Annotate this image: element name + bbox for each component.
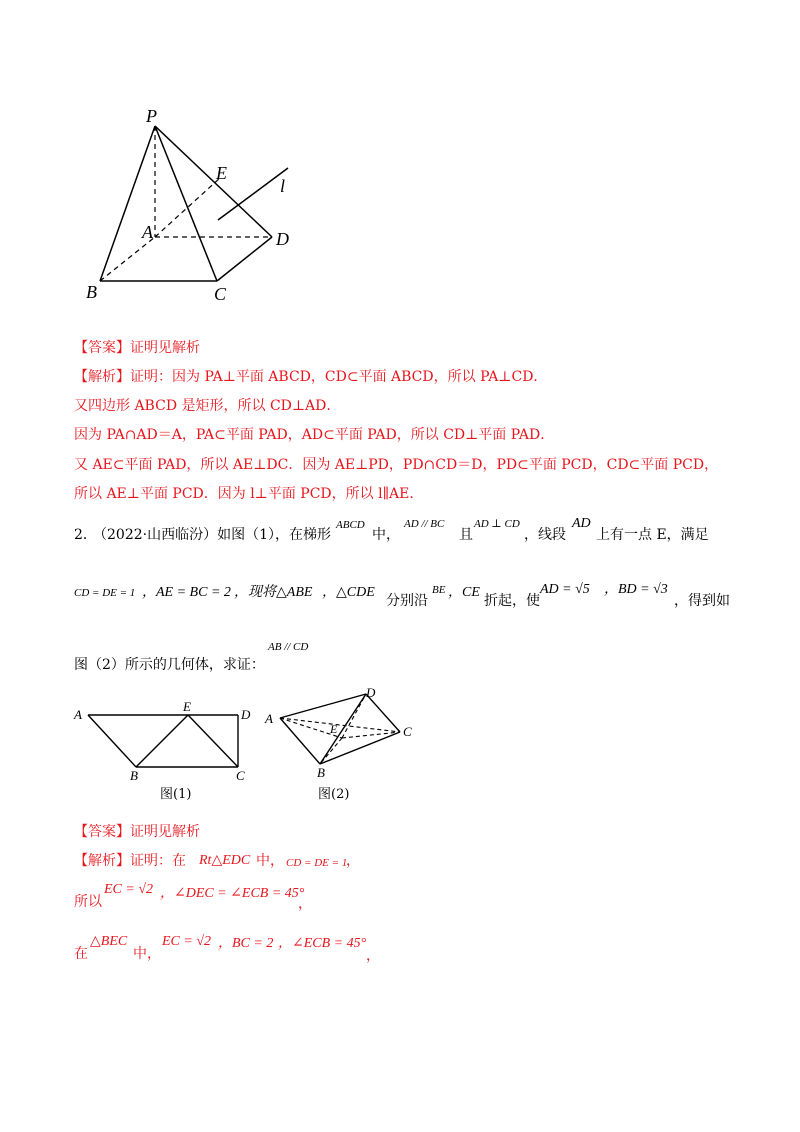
fig1-label-A: A	[74, 707, 82, 722]
label-l: l	[280, 176, 286, 196]
q1-line-4: 又 AE⊂平面 PAD，所以 AE⊥DC．因为 AE⊥PD，PD∩CD＝D，PD⊂平面 PCD，CD⊂平面 PCD，	[74, 457, 719, 473]
label-E: E	[216, 163, 227, 183]
q1-line-2: 又四边形 ABCD 是矩形，所以 CD⊥AD．	[74, 398, 341, 414]
q1-answer: 【答案】证明见解析	[74, 340, 200, 356]
q2-ab-cd: AB // CD	[268, 641, 309, 653]
q2-ad: AD	[572, 516, 591, 531]
fig1-label-B: B	[130, 768, 138, 783]
q2-zai: 在	[74, 946, 88, 962]
fig2-label-A: A	[265, 711, 273, 726]
q2-ad-root5: AD = √5	[540, 582, 590, 597]
q2-point-e: 上有一点 E，满足	[596, 527, 709, 543]
fig2-label-C: C	[403, 724, 412, 739]
figure-2-solid	[262, 682, 422, 792]
label-P: P	[146, 108, 157, 126]
q2-ec-root2: EC = √2	[104, 882, 154, 897]
q2-analysis-prefix: 【解析】证明：在	[74, 853, 186, 869]
q2-cd-de-eq: CD = DE = 1	[286, 857, 348, 869]
q2-zhong2: 中，	[133, 946, 161, 962]
q2-get: ，得到如	[674, 593, 730, 609]
q2-fold1: ，现将△ABE	[234, 585, 313, 600]
q2-along: 分别沿	[386, 593, 428, 609]
label-C: C	[214, 284, 227, 304]
fig1-label-D: D	[241, 707, 251, 722]
q2-ec2: EC = √2	[162, 934, 212, 949]
q2-comma: ，	[346, 853, 360, 869]
q1-line-3: 因为 PA∩AD＝A，PA⊂平面 PAD，AD⊂平面 PAD，所以 CD⊥平面 PAD．	[74, 427, 555, 443]
q2-trap: ABCD	[336, 519, 365, 531]
q1-line-1: 【解析】证明：因为 PA⊥平面 ABCD，CD⊂平面 ABCD，所以 PA⊥CD．	[74, 369, 548, 385]
q2-answer: 【答案】证明见解析	[74, 824, 200, 840]
fig2-caption: 图(2)	[318, 787, 350, 802]
q2-tri-bec: △BEC	[90, 934, 128, 949]
q2-qie: 且	[459, 527, 473, 543]
label-B: B	[86, 282, 97, 302]
q2-ce: ，CE	[448, 585, 480, 600]
q2-bd-root3: ，BD = √3	[604, 582, 668, 597]
q2-ad-bc: AD // BC	[404, 518, 445, 530]
q2-ae-bc: ，AE = BC = 2	[142, 585, 231, 600]
q2-suoyi: 所以	[74, 894, 102, 910]
q2-be: BE	[432, 584, 446, 596]
q2-number: 2．	[74, 527, 97, 543]
q2-cde: ，△CDE	[322, 585, 375, 600]
fig2-label-D: D	[366, 685, 376, 700]
q2-segment: ，线段	[524, 527, 566, 543]
q2-fold2: 折起，使	[484, 593, 540, 609]
q2-rt-edc: Rt△EDC	[199, 853, 251, 868]
label-A: A	[142, 222, 153, 242]
fig1-label-C: C	[236, 768, 245, 783]
q2-cd-de: CD = DE = 1	[74, 587, 136, 599]
fig1-caption: 图(1)	[160, 787, 192, 802]
q2-source: （2022·山西临汾）如图（1），在梯形	[93, 527, 331, 543]
q2-fig2-text: 图（2）所示的几何体，求证：	[74, 657, 265, 673]
label-D: D	[276, 229, 289, 249]
fig1-label-E: E	[183, 699, 191, 714]
q2-comma3: ，	[366, 948, 380, 964]
q2-analysis-mid: 中，	[256, 853, 284, 869]
fig2-label-B: B	[317, 765, 325, 780]
q2-zhong: 中，	[372, 527, 400, 543]
q2-angle-eq: ，∠DEC = ∠ECB = 45°	[160, 886, 305, 901]
q2-comma2: ，	[298, 896, 312, 912]
q2-angle2: ，∠ECB = 45°	[278, 936, 367, 951]
q2-bc2: ，BC = 2	[218, 936, 274, 951]
q2-ad-perp-cd: AD ⊥ CD	[474, 518, 520, 530]
q1-line-5: 所以 AE⊥平面 PCD．因为 l⊥平面 PCD，所以 l∥AE．	[74, 486, 424, 502]
pyramid-figure	[80, 108, 310, 308]
fig2-label-E: E	[330, 722, 338, 736]
